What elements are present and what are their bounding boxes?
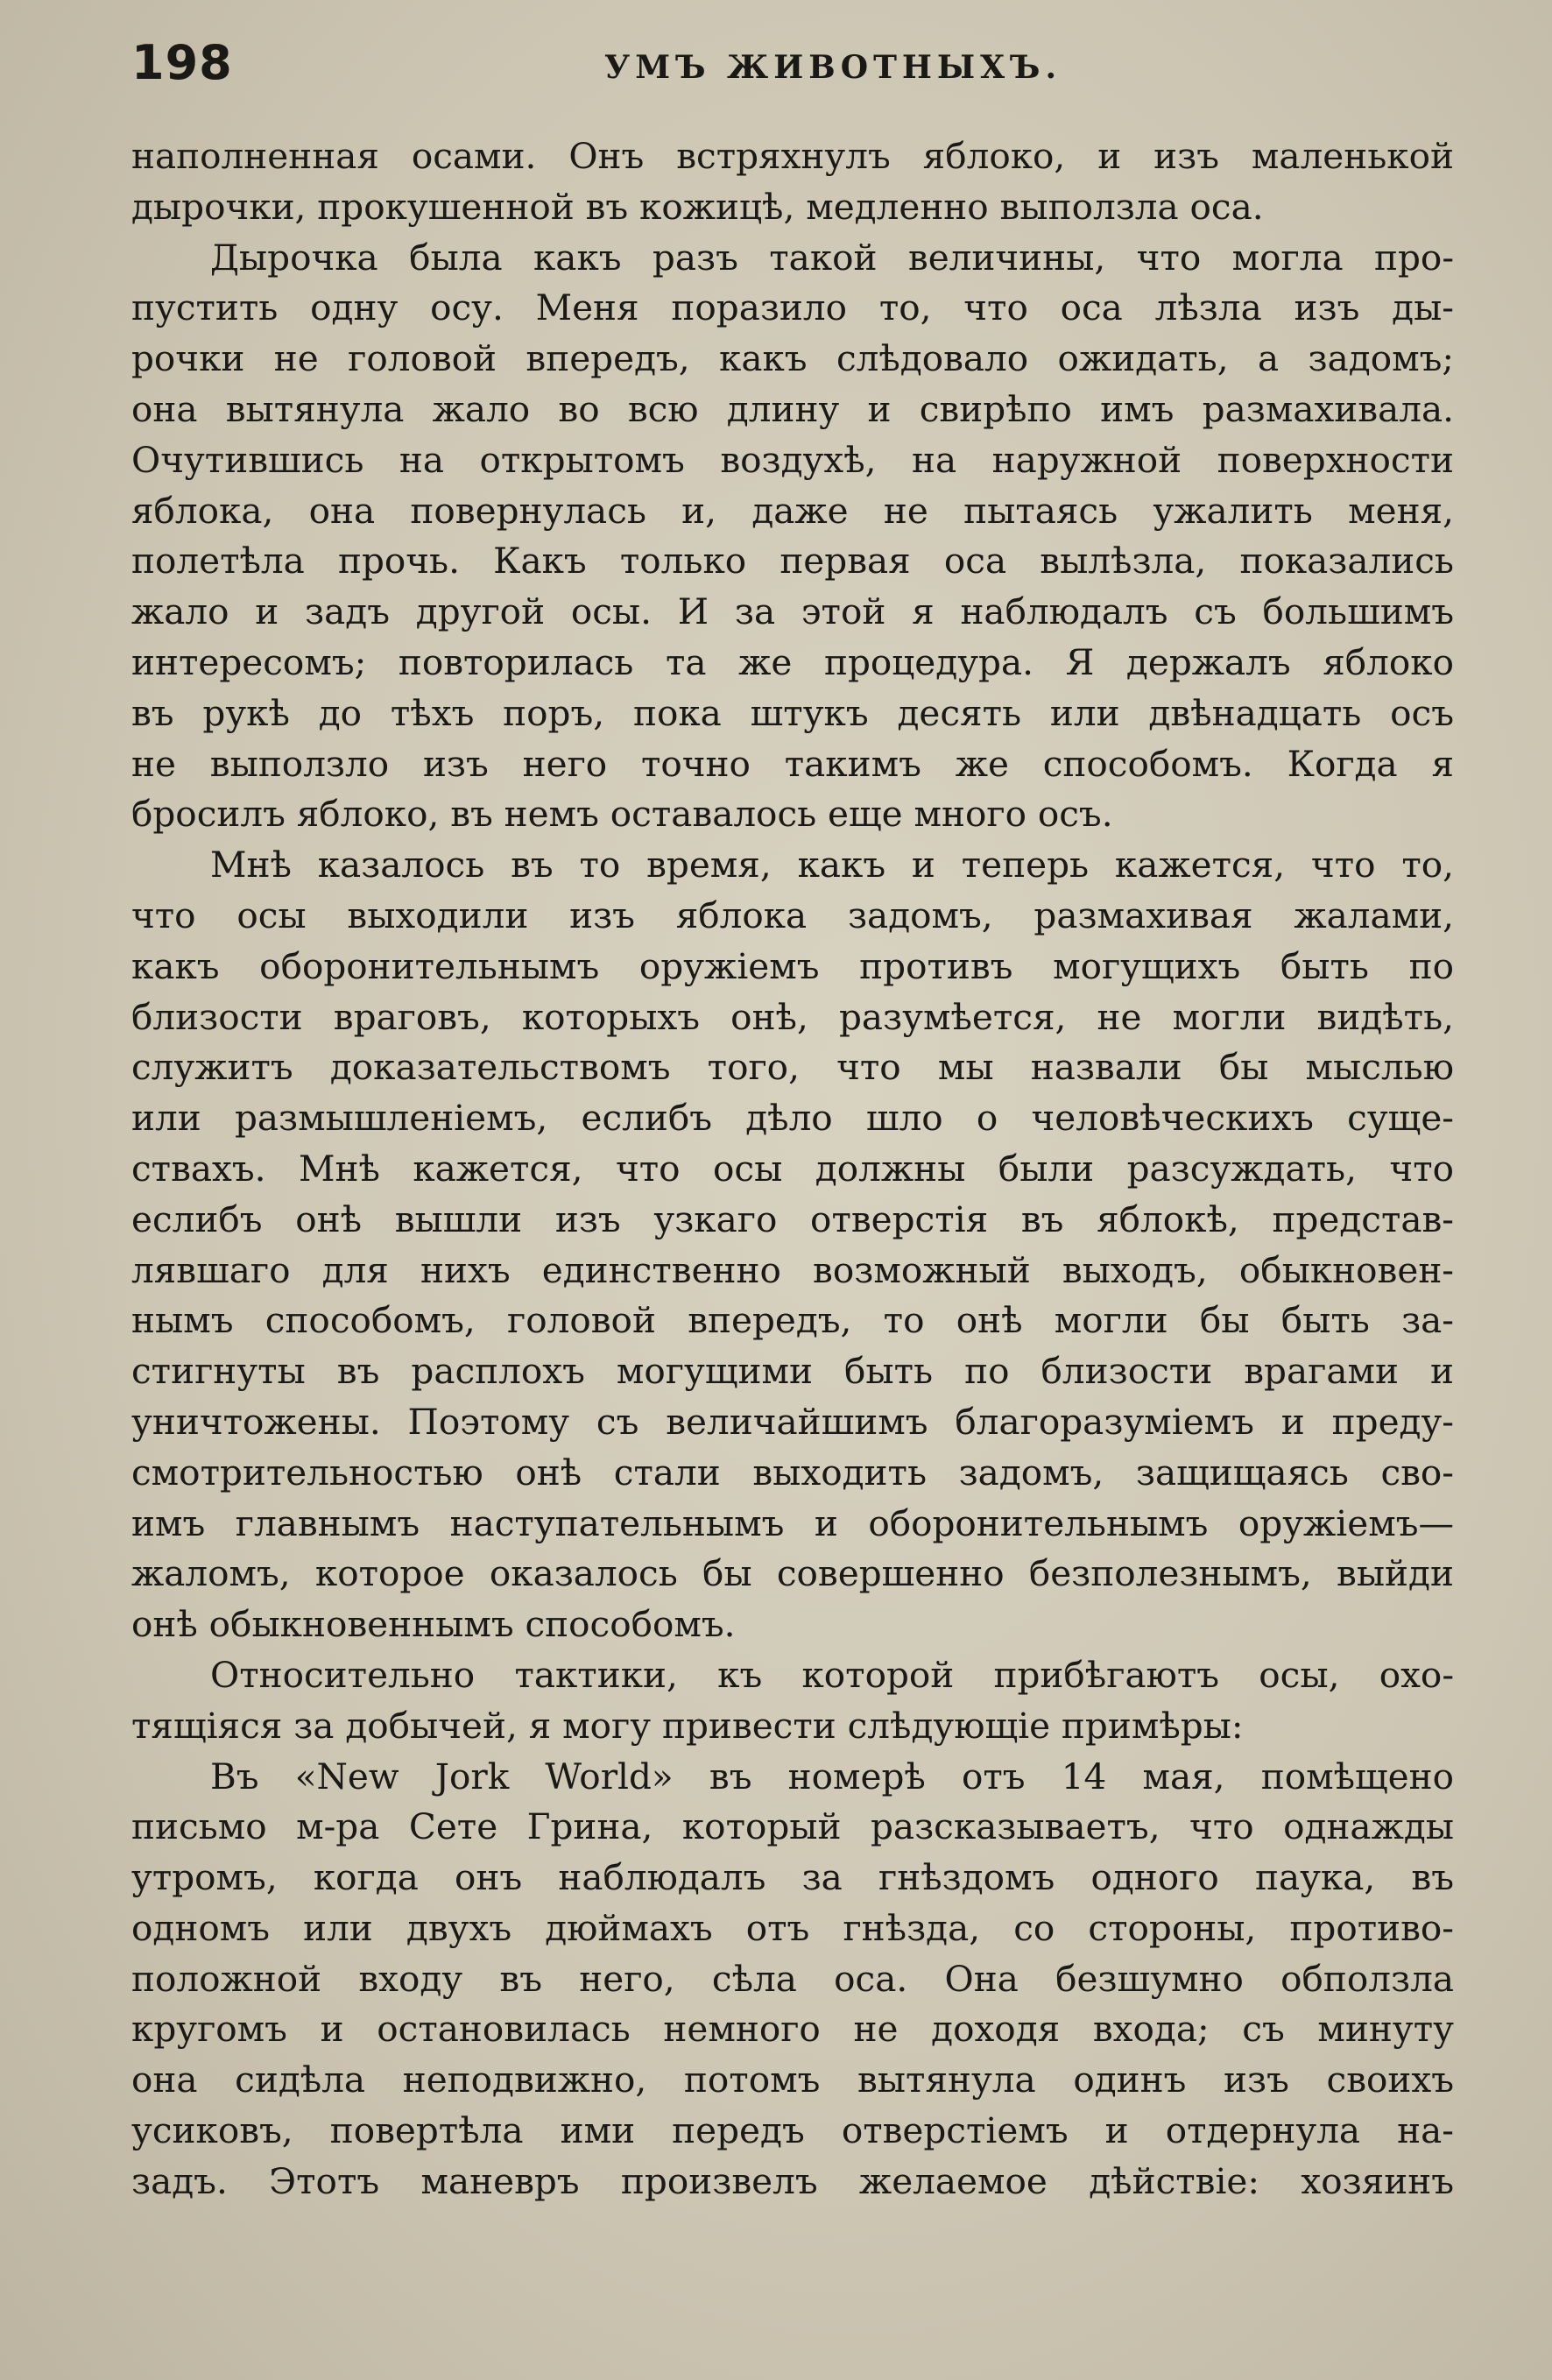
page-header — [131, 35, 1454, 96]
text-line: утромъ, когда онъ наблюдалъ за гнѣздомъ одного паука, въ — [131, 1856, 1454, 1899]
text-line: ствахъ. Мнѣ кажется, что осы должны были разсуждать, что — [131, 1147, 1454, 1190]
text-line: лявшаго для нихъ единственно возможный выходъ, обыкновен- — [131, 1248, 1454, 1291]
text-line: Относительно тактики, къ которой прибѣгаютъ осы, охо- — [210, 1653, 1454, 1696]
text-line: наполненная осами. Онъ встряхнулъ яблоко, и изъ маленькой — [131, 135, 1454, 177]
text-line: уничтожены. Поэтому съ величайшимъ благоразуміемъ и преду- — [131, 1400, 1454, 1443]
text-line: онѣ обыкновеннымъ способомъ. — [131, 1603, 736, 1646]
text-line: жаломъ, которое оказалось бы совершенно безполезнымъ, выйди — [131, 1552, 1454, 1595]
body-text — [131, 131, 1454, 2207]
text-line: пустить одну осу. Меня поразило то, что оса лѣзла изъ ды- — [131, 286, 1454, 329]
text-line: дырочки, прокушенной въ кожицѣ, медленно выползла оса. — [131, 185, 1264, 228]
text-line: рочки не головой впередъ, какъ слѣдовало ожидать, а задомъ; — [131, 337, 1454, 380]
text-line: задъ. Этотъ маневръ произвелъ желаемое дѣйствіе: хозяинъ — [131, 2159, 1454, 2202]
text-line: интересомъ; повторилась та же процедура. Я держалъ яблоко — [131, 640, 1454, 683]
text-line: имъ главнымъ наступательнымъ и оборонительнымъ оружіемъ— — [131, 1501, 1454, 1544]
text-line: не выползло изъ него точно такимъ же способомъ. Когда я — [131, 742, 1454, 785]
text-line: что осы выходили изъ яблока задомъ, размахивая жалами, — [131, 893, 1454, 936]
running-head: УМЪ ЖИВОТНЫХЪ. — [604, 49, 1062, 86]
text-line: тящіяся за добычей, я могу привести слѣдующіе примѣры: — [131, 1704, 1244, 1747]
text-line: полетѣла прочь. Какъ только первая оса вылѣзла, показались — [131, 540, 1454, 583]
text-line: положной входу въ него, сѣла оса. Она безшумно обползла — [131, 1957, 1454, 2000]
text-line: какъ оборонительнымъ оружіемъ противъ могущихъ быть по — [131, 944, 1454, 987]
text-line: еслибъ онѣ вышли изъ узкаго отверстія въ яблокѣ, представ- — [131, 1197, 1454, 1240]
text-line: или размышленіемъ, еслибъ дѣло шло о человѣческихъ суще- — [131, 1097, 1454, 1140]
text-line: она сидѣла неподвижно, потомъ вытянула одинъ изъ своихъ — [131, 2059, 1454, 2101]
text-line: усиковъ, повертѣла ими передъ отверстіемъ и отдернула на- — [131, 2109, 1454, 2152]
text-line: письмо м-ра Сете Грина, который разсказываетъ, что однажды — [131, 1805, 1454, 1848]
text-line: она вытянула жало во всю длину и свирѣпо имъ размахивала. — [131, 387, 1454, 430]
text-line: яблока, она повернулась и, даже не пытаясь ужалить меня, — [131, 489, 1454, 532]
text-line: Дырочка была какъ разъ такой величины, что могла про- — [210, 236, 1454, 279]
text-line: кругомъ и остановилась немного не доходя входа; съ минуту — [131, 2008, 1454, 2051]
text-line: служитъ доказательствомъ того, что мы назвали бы мыслью — [131, 1046, 1454, 1089]
text-line: Мнѣ казалось въ то время, какъ и теперь кажется, что то, — [210, 844, 1454, 886]
text-line: нымъ способомъ, головой впередъ, то онѣ могли бы быть за- — [131, 1299, 1454, 1342]
text-line: бросилъ яблоко, въ немъ оставалось еще много осъ. — [131, 793, 1113, 836]
text-line: въ рукѣ до тѣхъ поръ, пока штукъ десять или двѣнадцать осъ — [131, 691, 1454, 734]
text-line: Очутившись на открытомъ воздухѣ, на наружной поверхности — [131, 438, 1454, 481]
text-line: Въ «New Jork World» въ номерѣ отъ 14 мая, помѣщено — [210, 1755, 1454, 1797]
text-line: одномъ или двухъ дюймахъ отъ гнѣзда, со стороны, противо- — [131, 1906, 1454, 1949]
text-line: стигнуты въ расплохъ могущими быть по близости врагами и — [131, 1350, 1454, 1393]
page-number: 198 — [131, 35, 233, 90]
text-line: жало и задъ другой осы. И за этой я наблюдалъ съ большимъ — [131, 590, 1454, 633]
text-line: близости враговъ, которыхъ онѣ, разумѣется, не могли видѣть, — [131, 995, 1454, 1038]
text-line: смотрительностью онѣ стали выходить задомъ, защищаясь сво- — [131, 1451, 1454, 1494]
